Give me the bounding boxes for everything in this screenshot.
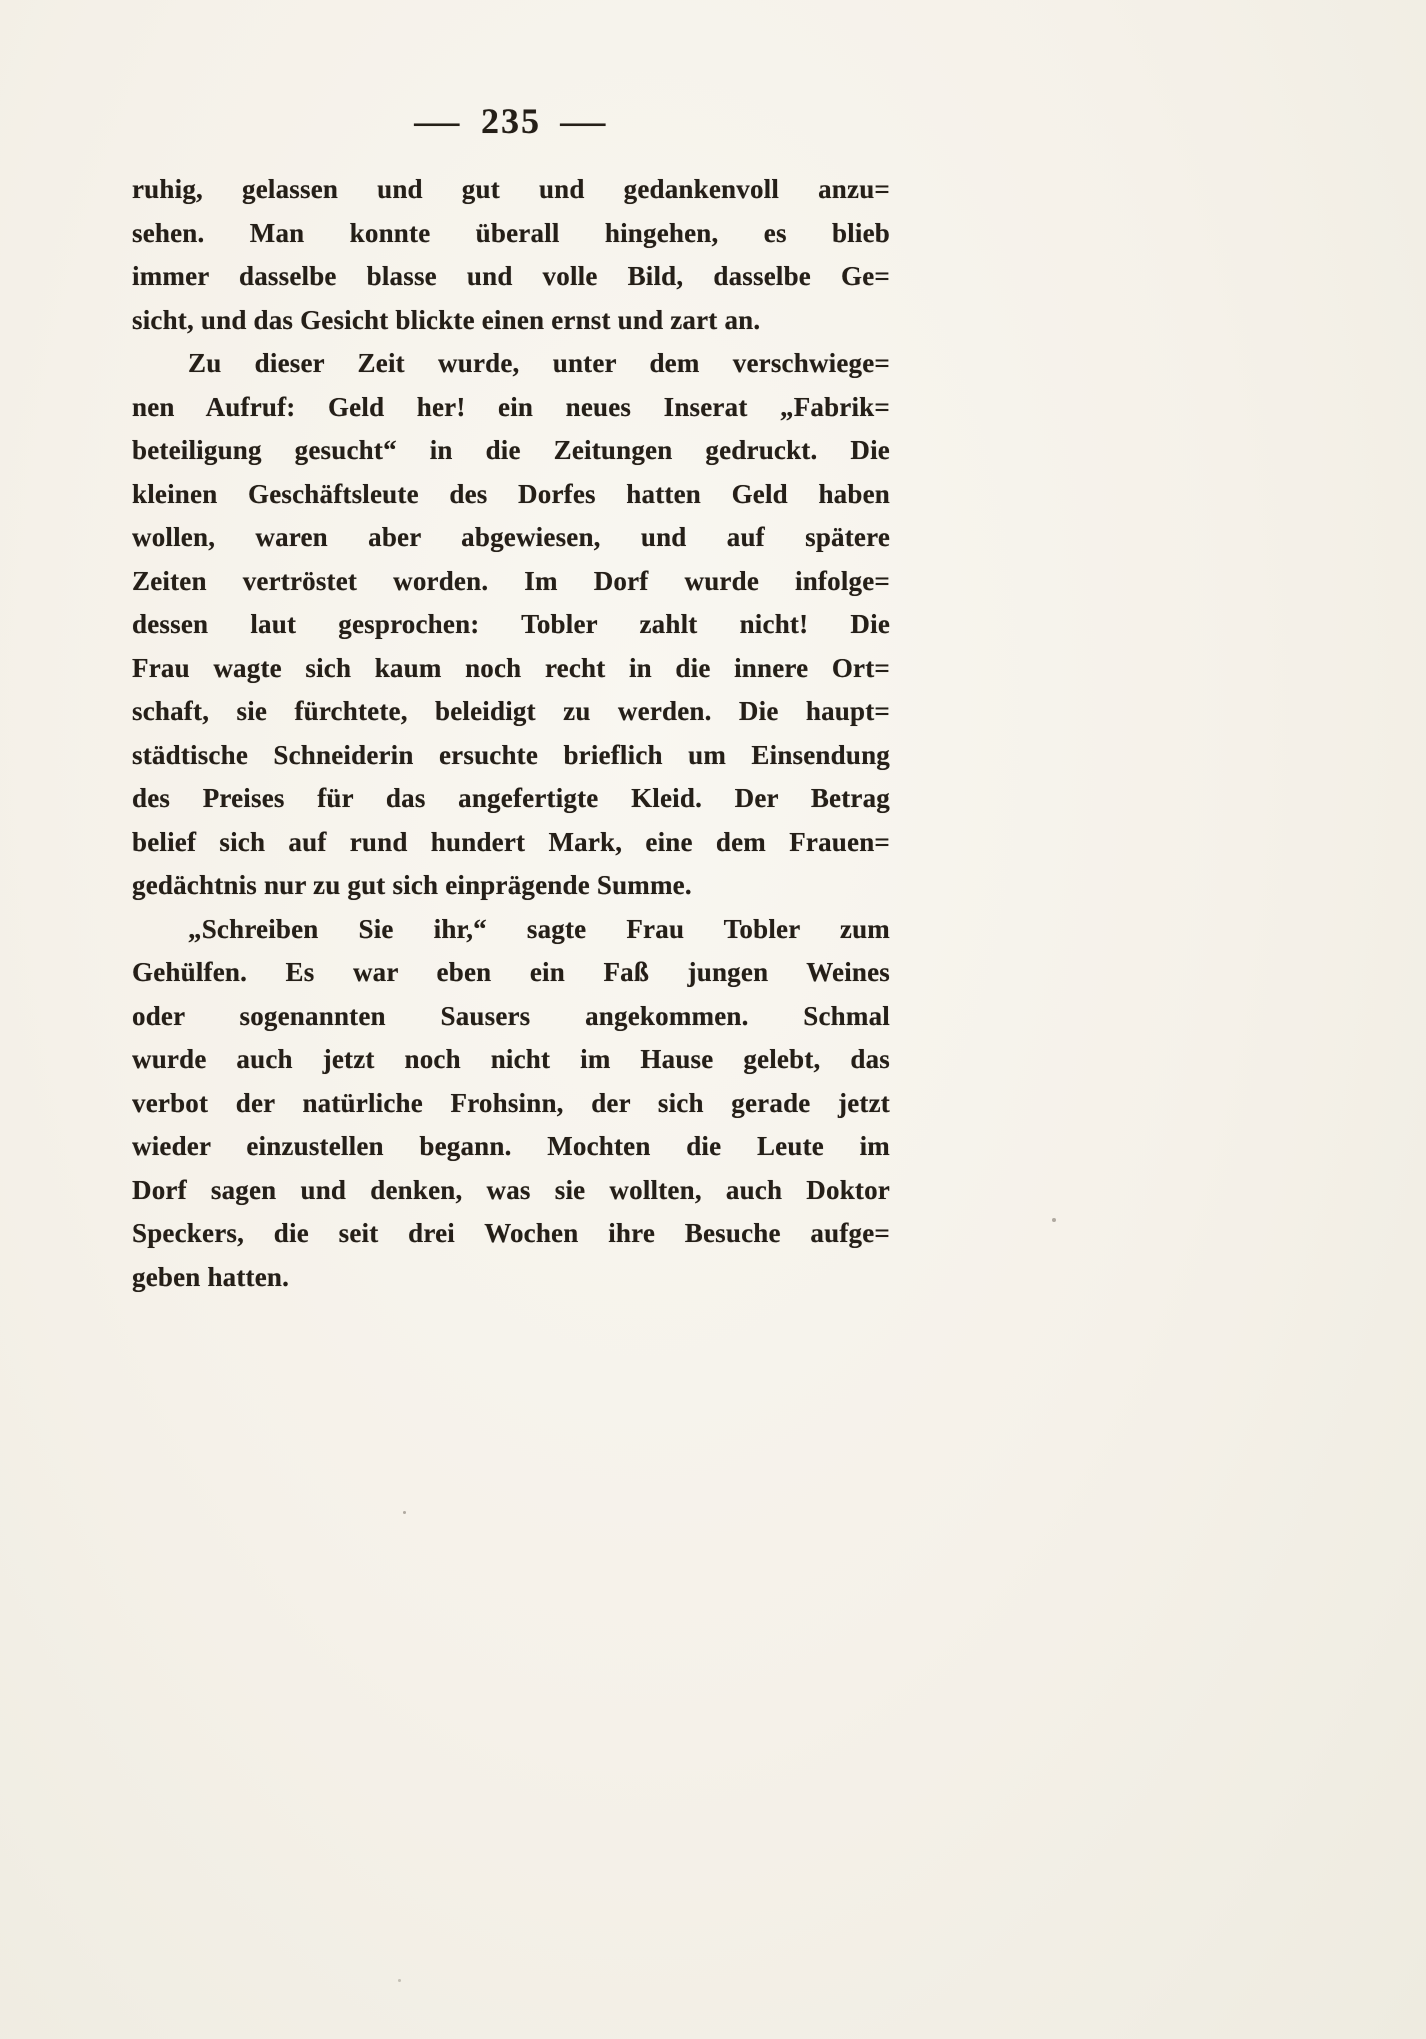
- text-line: sicht, und das Gesicht blickte einen ernst und zart an.: [132, 304, 761, 335]
- text-line: wieder einzustellen begann. Mochten die Leute im: [132, 1131, 890, 1161]
- text-line: immer dasselbe blasse und volle Bild, dasselbe Ge=: [132, 261, 890, 291]
- text-line: Speckers, die seit drei Wochen ihre Besuche aufge=: [132, 1218, 890, 1248]
- paragraph: [132, 908, 890, 1300]
- text-line: belief sich auf rund hundert Mark, eine dem Frauen=: [132, 826, 890, 857]
- text-line: oder sogenannten Sausers angekommen. Schmal: [132, 1000, 890, 1031]
- text-line: wurde auch jetzt noch nicht im Hause gelebt, das: [132, 1044, 890, 1074]
- text-line: dessen laut gesprochen: Tobler zahlt nicht! Die: [132, 609, 890, 639]
- page-number: 235: [481, 101, 541, 141]
- text-line: geben hatten.: [132, 1261, 290, 1292]
- text-line: Dorf sagen und denken, was sie wollten, auch Doktor: [132, 1174, 890, 1205]
- text-line: des Preises für das angefertigte Kleid. Der Betrag: [132, 783, 890, 813]
- text-line: beteiligung gesucht“ in die Zeitungen gedruckt. Die: [132, 435, 890, 465]
- header-dash-left: —: [414, 101, 462, 141]
- text-line: kleinen Geschäftsleute des Dorfes hatten Geld haben: [132, 478, 890, 509]
- text-line: wollen, waren aber abgewiesen, und auf spätere: [132, 522, 890, 552]
- text-line: schaft, sie fürchtete, beleidigt zu werden. Die haupt=: [132, 696, 890, 726]
- text-line: „Schreiben Sie ihr,“ sagte Frau Tobler zum: [188, 913, 890, 944]
- header-dash-right: —: [560, 101, 608, 141]
- text-line: Zu dieser Zeit wurde, unter dem verschwiege=: [188, 348, 890, 378]
- paragraph: [132, 342, 890, 908]
- page-header: [132, 100, 890, 142]
- text-line: gedächtnis nur zu gut sich einprägende Summe.: [132, 870, 692, 900]
- text-line: Gehülfen. Es war eben ein Faß jungen Weines: [132, 957, 890, 987]
- scan-speck: [1052, 1218, 1056, 1222]
- scan-speck: [403, 1511, 406, 1514]
- text-line: städtische Schneiderin ersuchte brieflich um Einsendung: [132, 739, 890, 770]
- text-line: Zeiten vertröstet worden. Im Dorf wurde infolge=: [132, 565, 890, 596]
- text-line: Frau wagte sich kaum noch recht in die innere Ort=: [132, 652, 890, 683]
- text-line: ruhig, gelassen und gut und gedankenvoll anzu=: [132, 174, 890, 204]
- text-block: [132, 168, 890, 1299]
- text-line: verbot der natürliche Frohsinn, der sich gerade jetzt: [132, 1087, 890, 1118]
- scan-speck: [398, 1979, 401, 1982]
- text-line: sehen. Man konnte überall hingehen, es blieb: [132, 217, 890, 248]
- paragraph: [132, 168, 890, 342]
- text-line: nen Aufruf: Geld her! ein neues Inserat „Fabrik=: [132, 391, 890, 422]
